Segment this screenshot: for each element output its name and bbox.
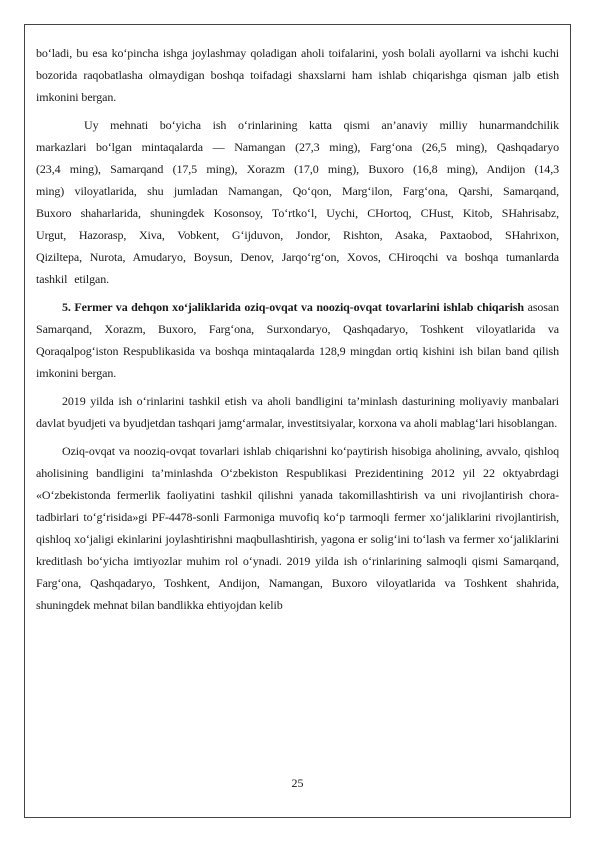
paragraph-farmer-production-text: asosan Samarqand, Xorazm, Buxoro, Farg‘ona, Surxondaryo, Qashqadaryo, Toshkent viloyatlarida va Qoraqalpog‘iston Respublikasida va boshqa mintaqalarda 128,9 mingdan ortiq kishini ish bilan band qilish imkonini bergan. xyxy=(36,300,559,380)
page-number: 25 xyxy=(291,776,304,790)
paragraph-home-labor: Uy mehnati bo‘yicha ish o‘rinlarining katta qismi an’anaviy milliy hunarmandchilik markazlari bo‘lgan mintaqalarda — Namangan (27,3 ming), Farg‘ona (26,5 ming), Qashqadaryo (23,4 ming), Samarqand (17,5 ming), Xorazm (17,0 ming), Buxoro (16,8 ming), Andijon (14,3 ming) viloyatlarida, shu jumladan Namangan, Qo‘qon, Marg‘ilon, Farg‘ona, Qarshi, Samarqand, Buxoro shaharlarida, shuningdek Kosonsoy, To‘rtko‘l, Uychi, CHortoq, CHust, Kitob, SHahrisabz, Urgut, Hazorasp, Xiva, Vobkent, G‘ijduvon, Jondor, Rishton, Asaka, Paxtaobod, SHahrixon, Qiziltepa, Nurota, Amudaryo, Boysun, Denov, Jarqo‘rg‘on, Xovos, CHiroqchi va boshqa tumanlarda tashkil etilgan. xyxy=(36,118,559,286)
document-body xyxy=(36,42,559,622)
paragraph-presidential-decree: Oziq-ovqat va nooziq-ovqat tovarlari ishlab chiqarishni ko‘paytirish hisobiga aholining, avvalo, qishloq aholisining bandligini ta’minlashda O‘zbekiston Respublikasi Prezidentining 2012 yil 22 oktyabrdagi «O‘zbekistonda fermerlik faoliyatini tashkil qilishni yanada takomillashtirish va uni rivojlantirish chora-tadbirlari to‘g‘risida»gi PF-4478-sonli Farmoniga muvofiq ko‘p tarmoqli fermer xo‘jaliklarini rivojlantirish, qishloq xo‘jaligi ekinlarini joylashtirishni maqbullashtirish, yagona er solig‘ini to‘lash va fermer xo‘jaliklarini kreditlash bo‘yicha imtiyozlar muhim rol o‘ynadi. 2019 yilda ish o‘rinlarining salmoqli qismi Samarqand, Farg‘ona, Qashqadaryo, Toshkent, Andijon, Namangan, Buxoro viloyatlarida va Toshkent shahrida, shuningdek mehnat bilan bandlikka ehtiyojdan kelib xyxy=(36,444,559,612)
paragraph-farmer-production xyxy=(36,296,559,384)
paragraph-funding-sources: 2019 yilda ish o‘rinlarini tashkil etish va aholi bandligini ta’minlash dasturining moliyaviy manbalari davlat byudjeti va byudjetdan tashqari jamg‘armalar, investitsiyalar, korxona va aholi mablag‘lari hisoblangan. xyxy=(36,394,559,430)
paragraph-continuation: bo‘ladi, bu esa ko‘pincha ishga joylashmay qoladigan aholi toifalarini, yosh bolali ayollarni va ishchi kuchi bozorida raqobatlasha olmaydigan boshqa toifadagi shaxslarni ham ishlab chiqarishga qisman jalb etish imkonini bergan. xyxy=(36,46,559,104)
section-heading-5: 5. Fermer va dehqon xo‘jaliklarida oziq-ovqat va nooziq-ovqat tovarlarini ishlab chiqarish xyxy=(62,300,525,314)
